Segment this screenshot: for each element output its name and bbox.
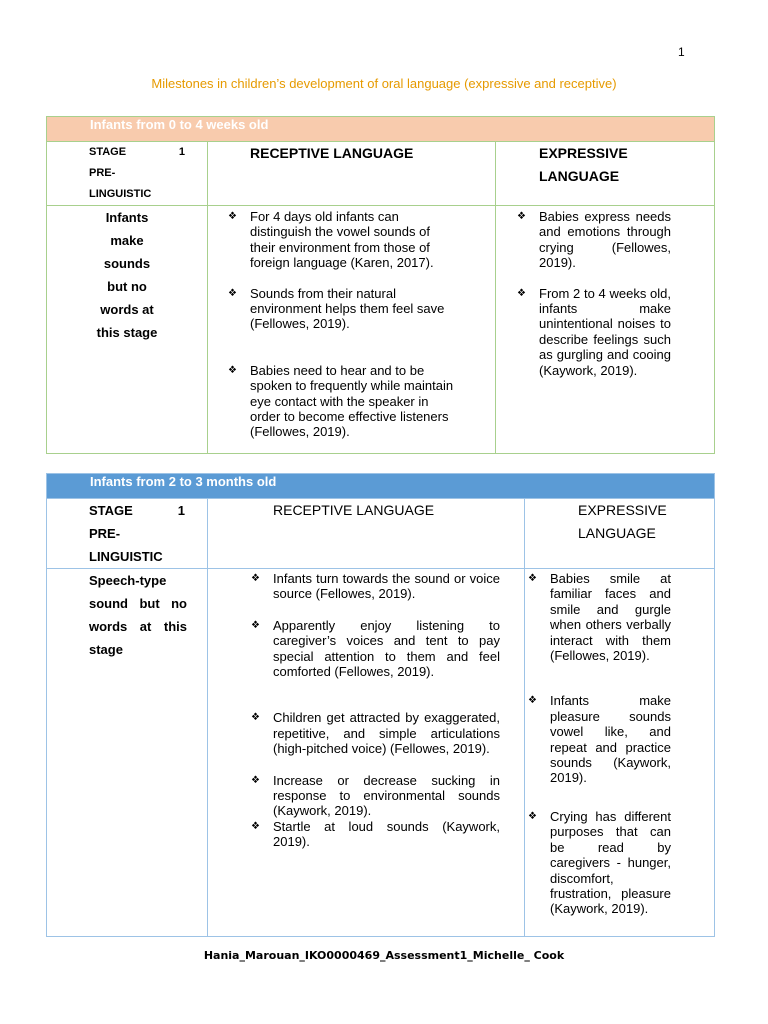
diamond-bullet-icon: ❖: [228, 287, 237, 299]
section-band: [47, 474, 715, 499]
list-item: ❖ From 2 to 4 weeks old, infants make unintentional noises to describe feelings such as gurgling and cooing (Kaywork, 2019).: [517, 285, 672, 378]
document-title: Milestones in children’s development of oral language (expressive and receptive): [151, 76, 617, 91]
section-band-label: Infants from 0 to 4 weeks old: [90, 117, 269, 132]
diamond-bullet-icon: ❖: [517, 287, 526, 299]
stage-cell: [47, 142, 208, 206]
stage-label: STAGE: [89, 503, 133, 518]
diamond-bullet-icon: ❖: [528, 810, 537, 822]
receptive-list: [251, 571, 500, 850]
milestones-table-2-3-months: [46, 473, 715, 937]
expressive-list-cell: [496, 206, 715, 454]
diamond-bullet-icon: ❖: [251, 774, 260, 786]
expressive-list: [517, 209, 672, 378]
milestones-table-0-4-weeks: [46, 116, 715, 454]
expressive-list-cell: [525, 569, 715, 937]
list-item: ❖ Infants turn towards the sound or voice source (Fellowes, 2019).: [251, 571, 500, 602]
expressive-header: EXPRESSIVE LANGUAGE: [525, 499, 715, 569]
list-item: ❖ Babies smile at familiar faces and smile and gurgle when others verbally interact with them (Fellowes, 2019).: [528, 571, 671, 664]
diamond-bullet-icon: ❖: [228, 211, 237, 222]
stage-label: STAGE: [89, 146, 127, 158]
list-item: ❖ Babies express needs and emotions through crying (Fellowes, 2019).: [517, 209, 672, 271]
receptive-list-cell: [208, 206, 496, 454]
stage-description: Speech-type sound but no words at this stage: [47, 569, 208, 937]
list-item: ❖ Babies need to hear and to be spoken to frequently while maintain eye contact with the speaker in order to become effective listeners (Fellowes, 2019).: [228, 362, 454, 440]
receptive-list-cell: [208, 569, 525, 937]
diamond-bullet-icon: ❖: [251, 573, 260, 584]
list-item: ❖ Sounds from their natural environment helps them feel save (Fellowes, 2019).: [228, 285, 445, 332]
list-item: ❖ Children get attracted by exaggerated, repetitive, and simple articulations (high-pitched voice) (Fellowes, 2019).: [251, 710, 500, 757]
stage-name-line: PRE-: [89, 526, 121, 541]
receptive-header: RECEPTIVE LANGUAGE: [208, 142, 496, 206]
page-number: 1: [678, 45, 685, 59]
stage-name-line: LINGUISTIC: [89, 188, 152, 200]
stage-name-line: PRE-: [89, 167, 116, 179]
stage-description: Infants make sounds but no words at this stage: [47, 206, 208, 454]
list-item: ❖ Infants make pleasure sounds vowel like, and repeat and practice sounds (Kaywork, 2019).: [528, 693, 671, 786]
page-footer: Hania_Marouan_IKO0000469_Assessment1_Michelle_ Cook: [203, 949, 565, 962]
stage-cell: [47, 499, 208, 569]
list-item: ❖ Increase or decrease sucking in response to environmental sounds (Kaywork, 2019).: [251, 772, 500, 819]
stage-name-line: LINGUISTIC: [89, 549, 163, 564]
list-item: ❖ Apparently enjoy listening to caregiver’s voices and tent to pay special attention to them and feel comforted (Fellowes, 2019).: [251, 617, 500, 680]
diamond-bullet-icon: ❖: [251, 712, 260, 724]
expressive-list: [528, 571, 671, 917]
diamond-bullet-icon: ❖: [251, 619, 260, 631]
list-item: ❖ For 4 days old infants can distinguish the vowel sounds of their environment from those of foreign language (Karen, 2017).: [228, 209, 434, 271]
diamond-bullet-icon: ❖: [528, 695, 537, 707]
section-band-label: Infants from 2 to 3 months old: [90, 474, 277, 489]
stage-number: 1: [178, 146, 185, 158]
receptive-list: [228, 209, 455, 440]
expressive-header: EXPRESSIVE LANGUAGE: [496, 142, 715, 206]
list-item: ❖ Startle at loud sounds (Kaywork, 2019).: [251, 818, 500, 850]
stage-number: 1: [177, 503, 185, 518]
diamond-bullet-icon: ❖: [517, 211, 526, 222]
diamond-bullet-icon: ❖: [528, 573, 537, 584]
receptive-header: RECEPTIVE LANGUAGE: [208, 499, 525, 569]
section-band: [47, 117, 715, 142]
diamond-bullet-icon: ❖: [251, 820, 260, 832]
list-item: ❖ Crying has different purposes that can be read by caregivers - hunger, discomfort, frustration, pleasure (Kaywork, 2019).: [528, 808, 671, 917]
diamond-bullet-icon: ❖: [228, 364, 237, 376]
